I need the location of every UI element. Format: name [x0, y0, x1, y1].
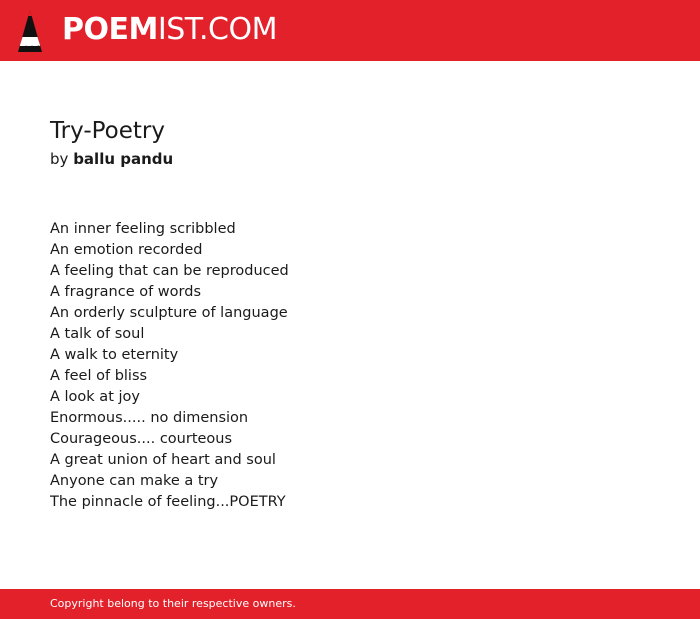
poem-line: A talk of soul: [50, 326, 145, 342]
poem-line: A look at joy: [50, 389, 140, 405]
logo-bold-text: POEM: [62, 11, 158, 47]
poem-line: A feeling that can be reproduced: [50, 263, 289, 279]
by-label: by: [50, 150, 69, 168]
site-logo-link[interactable]: [18, 9, 277, 52]
site-header: [0, 0, 700, 61]
site-footer: [0, 589, 700, 619]
poem-line: An emotion recorded: [50, 242, 203, 258]
poem-line: Enormous..... no dimension: [50, 410, 249, 426]
poem-line: Anyone can make a try: [50, 473, 219, 489]
poem-line: A fragrance of words: [50, 284, 202, 300]
poem-line: A great union of heart and soul: [50, 452, 276, 468]
poem-line: A walk to eternity: [50, 347, 179, 363]
poem-line: The pinnacle of feeling...POETRY: [50, 494, 286, 510]
poem-byline: [50, 150, 173, 168]
logo-light-text: IST.COM: [157, 11, 277, 47]
poem-line: An orderly sculpture of language: [50, 305, 288, 321]
poem-body: [50, 219, 289, 513]
poem-title: Try-Poetry: [50, 118, 165, 144]
site-logo-text: [62, 11, 277, 47]
pencil-icon: [18, 10, 42, 52]
poem-line: A feel of bliss: [50, 368, 148, 384]
poem-author[interactable]: ballu pandu: [73, 150, 174, 168]
copyright-text: Copyright belong to their respective owners.: [50, 597, 296, 610]
poem-line: An inner feeling scribbled: [50, 221, 236, 237]
poem-line: Courageous.... courteous: [50, 431, 233, 447]
